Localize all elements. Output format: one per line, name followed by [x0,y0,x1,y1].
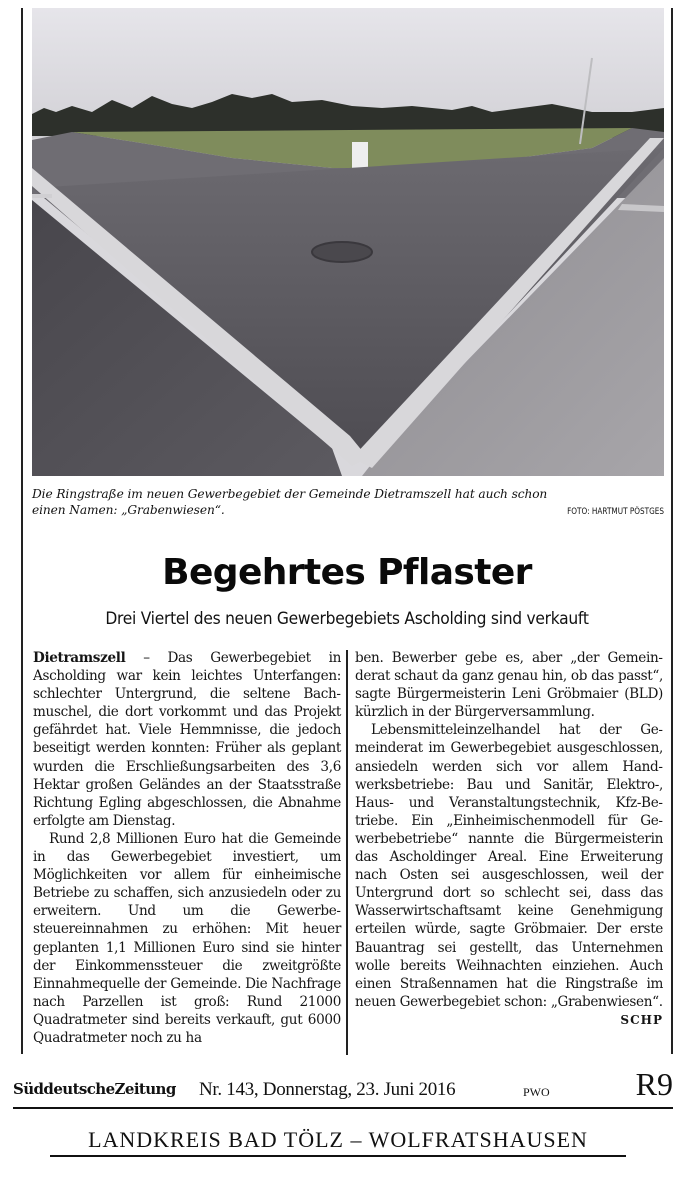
photo-credit: FOTO: HARTMUT PÖSTGES [567,507,664,517]
caption-line-2: einen Namen: „Grabenwiesen“. [32,503,225,517]
dateline: Dietramszell [33,650,126,666]
section-rule [50,1155,626,1157]
manhole-cover [312,242,372,262]
footer-rule [13,1107,673,1109]
newspaper-masthead: SüddeutscheZeitung [13,1080,176,1098]
column-divider [346,650,348,1055]
paragraph-3-text: Lebensmitteleinzelhandel hat der Gemeinderat im Gewerbegebiet ausgeschlossen, ansiedeln werden sich vor allem Handwerksbetriebe: Bau und Sanitär, Elektro-, Haus- und Veranstaltungstechnik, Kfz-Betriebe. Ein „Einheimischenmodell für Gewerbebetriebe“ nannte die Bürgermeisterin das Ascholdinger Areal. Eine Erweiterung nach Osten sei ausgeschlossen, weil der Untergrund dort so schlecht sei, dass das Wasserwirtschaftsamt keine Genehmigung erteilen würde, sagte Gröbmaier. Der erste Bauantrag sei gestellt, das Unternehmen wolle bereits Weihnachten einziehen. Auch einen Straßennamen hat die Ringstraße im neuen Gewerbegebiet schon: „Grabenwiesen“. [355,722,663,1010]
page-number: R9 [635,1066,673,1102]
page-frame-right [671,8,673,1054]
paragraph-1-text: – Das Gewerbegebiet in Ascholding war kein leichtes Unterfangen: schlechter Untergrund, die seltene Bachmuschel, die dort vorkommt und das Projekt gefährdet hat. Viele Hemmnisse, die jedoch beseitigt werden konnten: Früher als geplant wurden die Erschließungsarbeiten des 3,6 Hektar großen Geländes an der Staatsstraße Richtung Egling abgeschlossen, die Abnahme erfolgte am Dienstag. [33,650,341,829]
article-photo [32,8,664,476]
paragraph-2-continued: ben. Bewerber gebe es, aber „der Gemeinderat schaut da ganz genau hin, ob das passt“, sagte Bürgermeisterin Leni Gröbmaier (BLD) kürzlich in der Bürgerversammlung. [355,650,663,721]
article-column-2 [355,649,663,1029]
section-title: LANDKREIS BAD TÖLZ – WOLFRATSHAUSEN [88,1127,588,1152]
photo-caption [32,486,664,520]
left-crossing-marking [32,194,52,198]
article-headline: Begehrtes Pflaster [162,552,532,593]
edition-code: PWO [523,1085,550,1099]
road-photo-illustration [32,8,664,476]
paragraph-2: Rund 2,8 Millionen Euro hat die Gemeinde in das Gewerbegebiet investiert, um Möglichkeiten vor allem für einheimische Betriebe zu schaffen, sich anzusiedeln oder zu erweitern. Und um die Gewerbesteuereinnahmen zu erhöhen: Mit heuer geplanten 1,1 Millionen Euro sind sie hinter der Einkommenssteuer die zweitgrößte Einnahmequelle der Gemeinde. Die Nachfrage nach Parzellen ist groß: Rund 21000 Quadratmeter sind bereits verkauft, gut 6000 Quadratmeter noch zu ha [33,830,341,1046]
paragraph-3 [355,721,663,1027]
caption-line-1: Die Ringstraße im neuen Gewerbegebiet der Gemeinde Dietramszell hat auch schon [32,487,548,501]
author-initials: SCHP [620,1012,663,1027]
article-column-1 [33,649,341,1047]
issue-info: Nr. 143, Donnerstag, 23. Juni 2016 [199,1079,456,1100]
article-subhead: Drei Viertel des neuen Gewerbegebiets Ascholding sind verkauft [105,609,589,628]
page-footer [13,1066,673,1102]
page-frame-left [21,8,23,1054]
paragraph-1 [33,649,341,830]
